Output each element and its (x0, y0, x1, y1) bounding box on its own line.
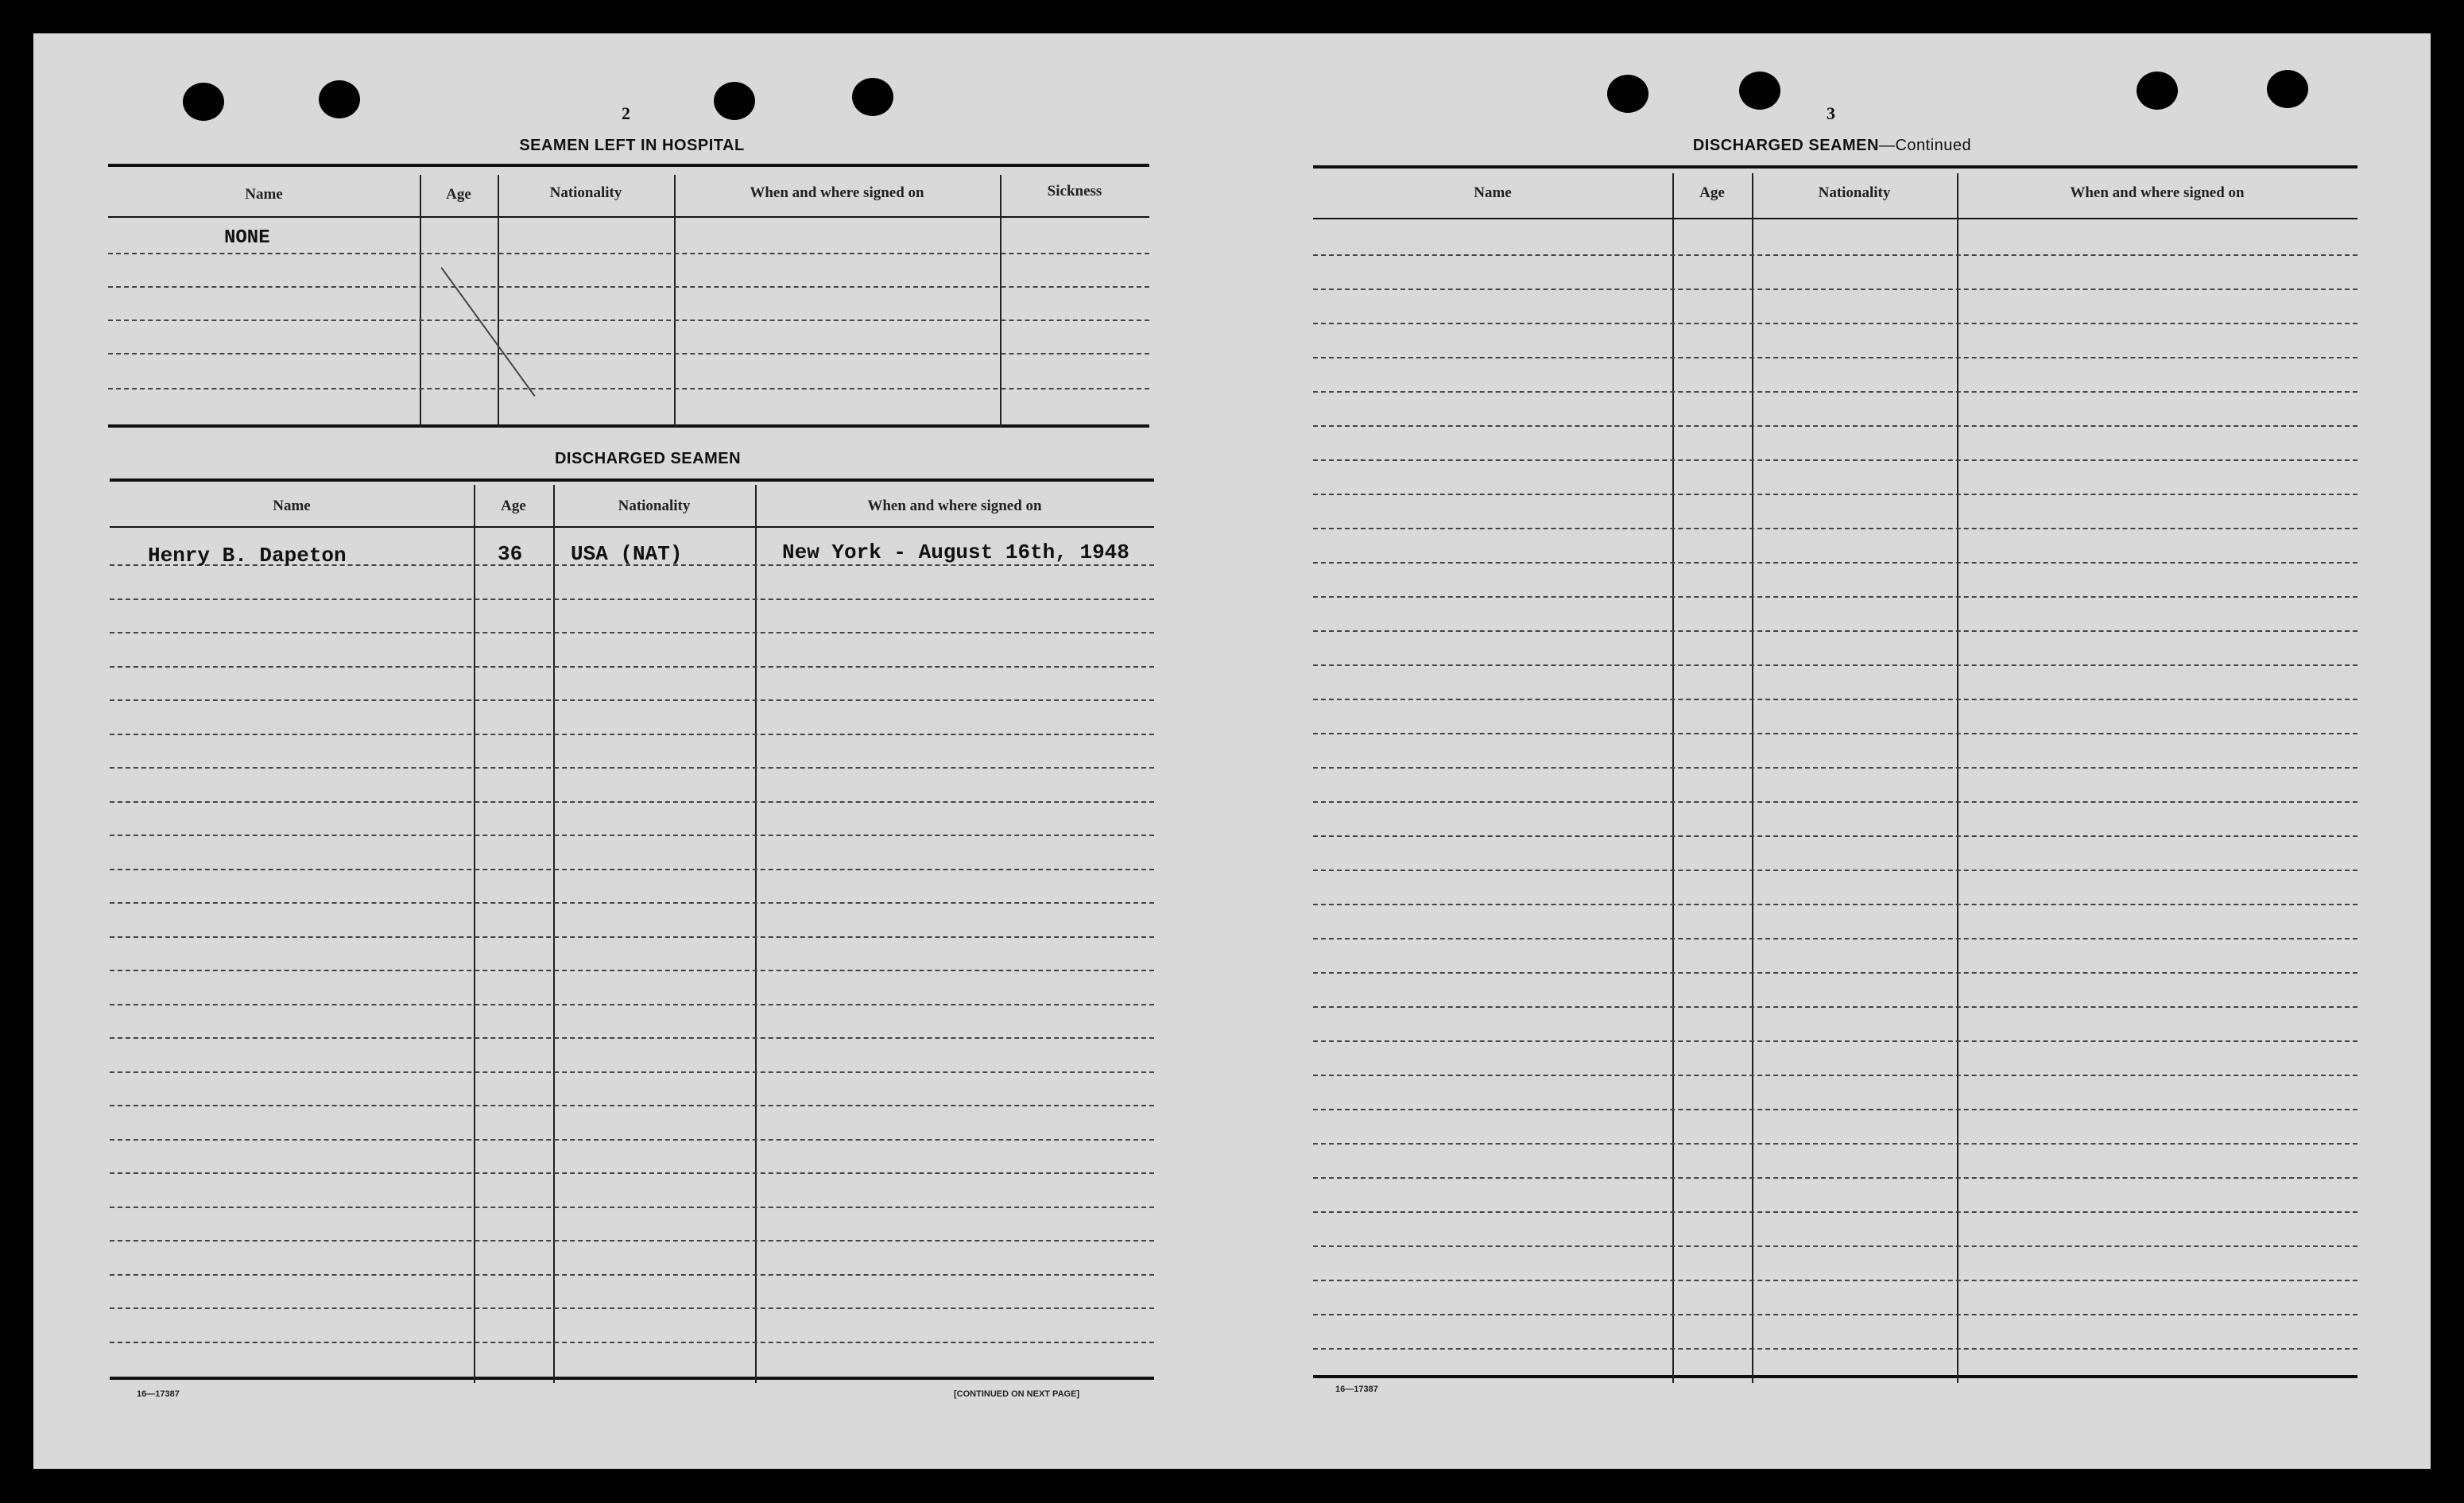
ruled-line (110, 1004, 1154, 1005)
ruled-line (110, 1307, 1154, 1309)
ruled-line (110, 632, 1154, 633)
right-table-title-suffix: —Continued (1878, 137, 1972, 154)
ruled-line (110, 869, 1154, 870)
ruled-line (1313, 1006, 2357, 1008)
column-header-signed-on: When and where signed on (2070, 184, 2245, 201)
ruled-line (110, 734, 1154, 735)
ruled-line (1313, 1040, 2357, 1042)
ruled-line (1313, 733, 2357, 734)
ruled-line (110, 1240, 1154, 1242)
ruled-line (1313, 972, 2357, 974)
column-header-name: Name (273, 498, 311, 514)
ruled-line (1313, 1177, 2357, 1179)
ruled-line (1313, 562, 2357, 564)
ruled-line (1313, 391, 2357, 393)
right-table-title (1653, 137, 2011, 155)
column-header-age: Age (446, 186, 471, 203)
ruled-line (1313, 1075, 2357, 1076)
ruled-line (110, 835, 1154, 836)
ruled-line (1313, 1348, 2357, 1350)
hospital-table (108, 164, 1149, 431)
column-header-name: Name (245, 186, 283, 203)
ruled-line (1313, 1109, 2357, 1110)
ruled-line (1313, 528, 2357, 529)
ruled-line (1313, 699, 2357, 700)
punch-hole (1607, 75, 1648, 113)
ruled-line (110, 1105, 1154, 1106)
ruled-line (1313, 596, 2357, 598)
ruled-line (1313, 254, 2357, 256)
page-number: 3 (1827, 103, 1835, 123)
column-header-nationality: Nationality (1818, 184, 1891, 201)
ruled-line (1313, 1280, 2357, 1281)
seaman-age: 36 (498, 542, 523, 566)
ruled-line (1313, 835, 2357, 837)
column-header-name: Name (1474, 184, 1512, 201)
column-header-signed-on: When and where signed on (750, 184, 924, 201)
ruled-line (1313, 494, 2357, 495)
punch-hole (2267, 70, 2308, 108)
ruled-line (110, 1172, 1154, 1174)
column-header-signed-on: When and where signed on (867, 498, 1042, 514)
discharged-table-title: DISCHARGED SEAMEN (554, 450, 742, 467)
ruled-line (1313, 938, 2357, 939)
column-header-nationality: Nationality (549, 184, 622, 201)
punch-hole (183, 83, 224, 121)
seaman-signed-on: New York - August 16th, 1948 (782, 540, 1129, 564)
ruled-line (1313, 289, 2357, 290)
ruled-line (110, 1139, 1154, 1141)
ruled-line (1313, 425, 2357, 427)
column-header-nationality: Nationality (618, 498, 691, 514)
ruled-line (110, 801, 1154, 803)
ruled-line (1313, 1143, 2357, 1145)
ruled-line (110, 970, 1154, 971)
ruled-line (110, 1342, 1154, 1343)
punch-hole (2137, 72, 2178, 110)
ruled-line (110, 699, 1154, 701)
ruled-line (1313, 357, 2357, 358)
ruled-line (1313, 801, 2357, 803)
form-number: 16—17387 (1335, 1385, 1378, 1394)
ruled-line (110, 1071, 1154, 1073)
ruled-line (110, 1037, 1154, 1039)
page-number: 2 (622, 103, 630, 123)
punch-hole (1739, 72, 1780, 110)
ruled-line (1313, 1314, 2357, 1315)
ruled-line (1313, 870, 2357, 871)
ruled-line (1313, 904, 2357, 905)
ruled-line (1313, 1211, 2357, 1213)
ruled-line (1313, 630, 2357, 632)
ruled-line (110, 666, 1154, 668)
ruled-line (110, 598, 1154, 600)
ruled-line (110, 936, 1154, 938)
discharged-table-continued (1313, 165, 2357, 1381)
column-header-age: Age (1699, 184, 1725, 201)
hospital-entry-name: NONE (224, 227, 270, 249)
ruled-line (110, 767, 1154, 769)
ruled-line (110, 902, 1154, 904)
ruled-line (1313, 767, 2357, 769)
discharged-table (110, 478, 1154, 1383)
ruled-line (1313, 459, 2357, 461)
ruled-line (1313, 323, 2357, 324)
ruled-line (1313, 1245, 2357, 1247)
column-header-age: Age (501, 498, 526, 514)
ruled-line (110, 1274, 1154, 1276)
continued-note: [CONTINUED ON NEXT PAGE] (954, 1389, 1080, 1399)
hospital-table-title: SEAMEN LEFT IN HOSPITAL (519, 137, 745, 154)
punch-hole (319, 80, 360, 118)
punch-hole (852, 78, 893, 116)
ruled-line (110, 1207, 1154, 1208)
ruled-line (1313, 664, 2357, 666)
seaman-name: Henry B. Dapeton (148, 544, 347, 567)
form-number: 16—17387 (137, 1389, 180, 1399)
seaman-nationality: USA (NAT) (571, 542, 683, 566)
right-table-title-text: DISCHARGED SEAMEN (1692, 137, 1879, 154)
punch-hole (714, 82, 755, 120)
column-header-sickness: Sickness (1047, 183, 1102, 199)
